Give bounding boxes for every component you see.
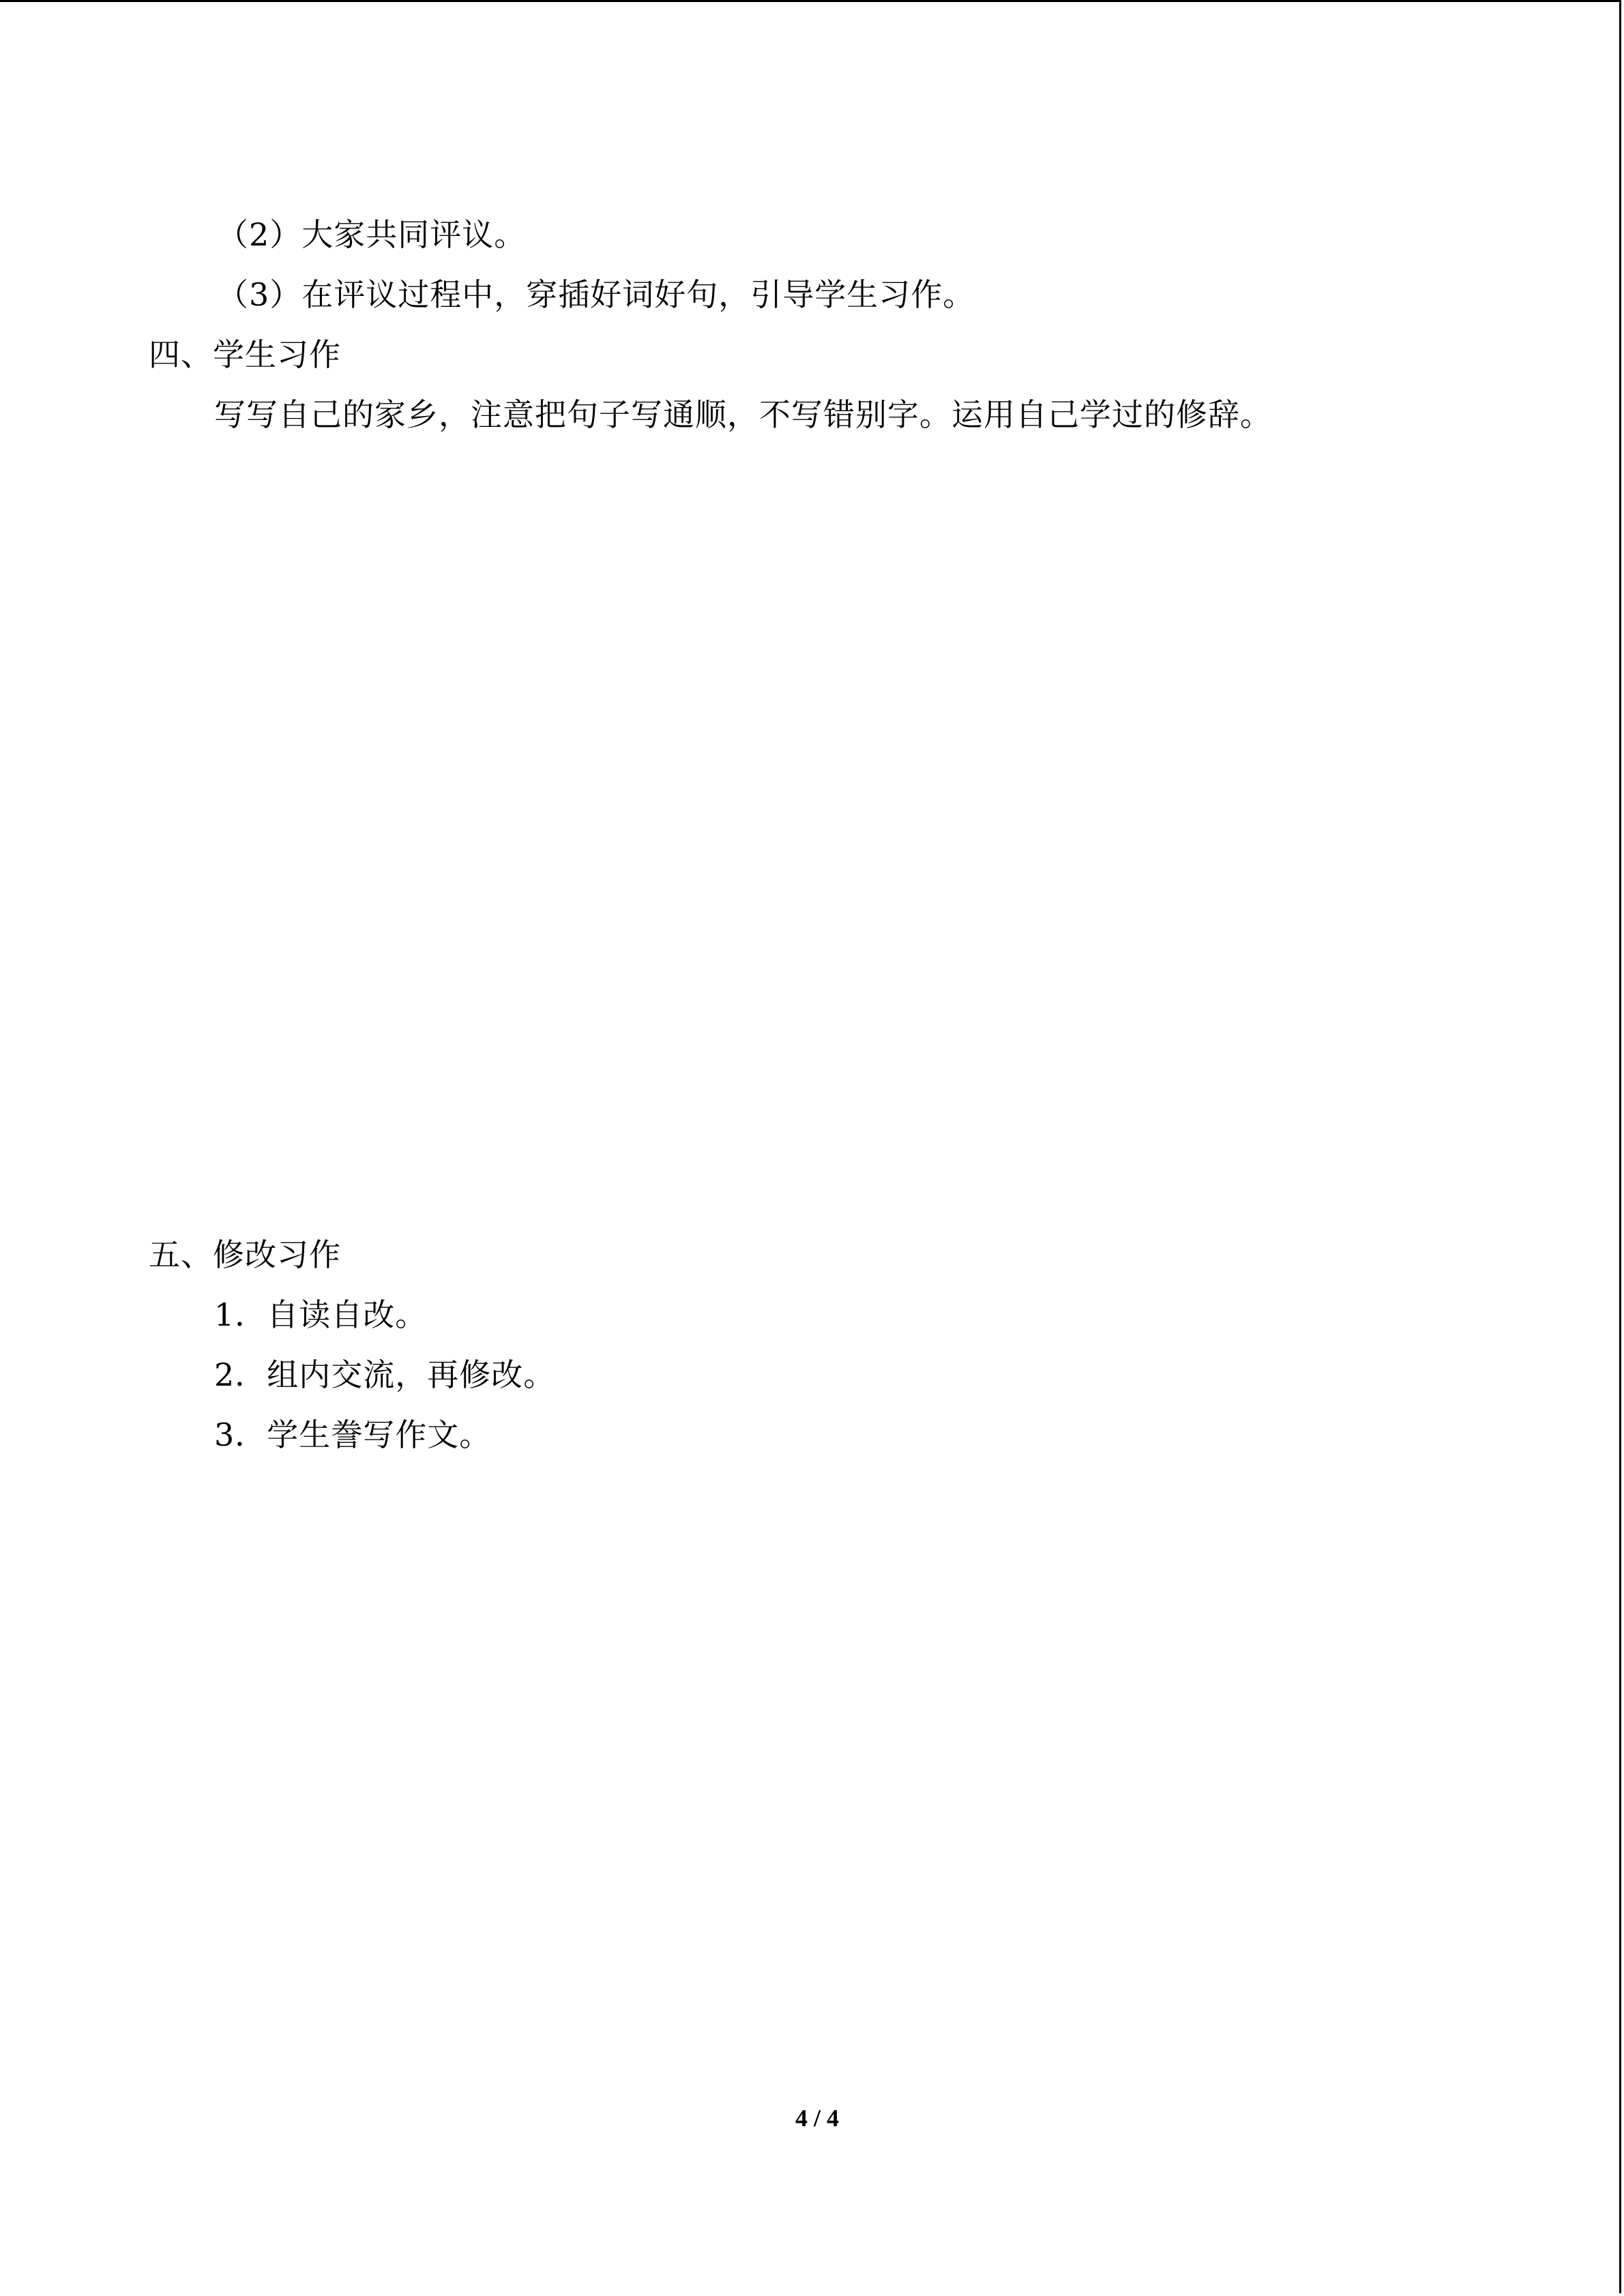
revise-step-1: 1．自读自改。: [214, 1296, 428, 1333]
page-number: 4 / 4: [795, 2104, 840, 2132]
revise-step-2: 2．组内交流，再修改。: [214, 1356, 556, 1393]
evaluation-step-3: （3）在评议过程中，穿插好词好句，引导学生习作。: [217, 276, 975, 313]
writing-instruction: 写写自己的家乡，注意把句子写通顺，不写错别字。运用自己学过的修辞。: [214, 396, 1272, 433]
section-heading-student-writing: 四、学生习作: [149, 336, 341, 373]
revise-step-3: 3．学生誊写作文。: [214, 1416, 492, 1453]
section-heading-revise-writing: 五、修改习作: [149, 1236, 341, 1273]
evaluation-step-2: （2）大家共同评议。: [217, 216, 527, 253]
